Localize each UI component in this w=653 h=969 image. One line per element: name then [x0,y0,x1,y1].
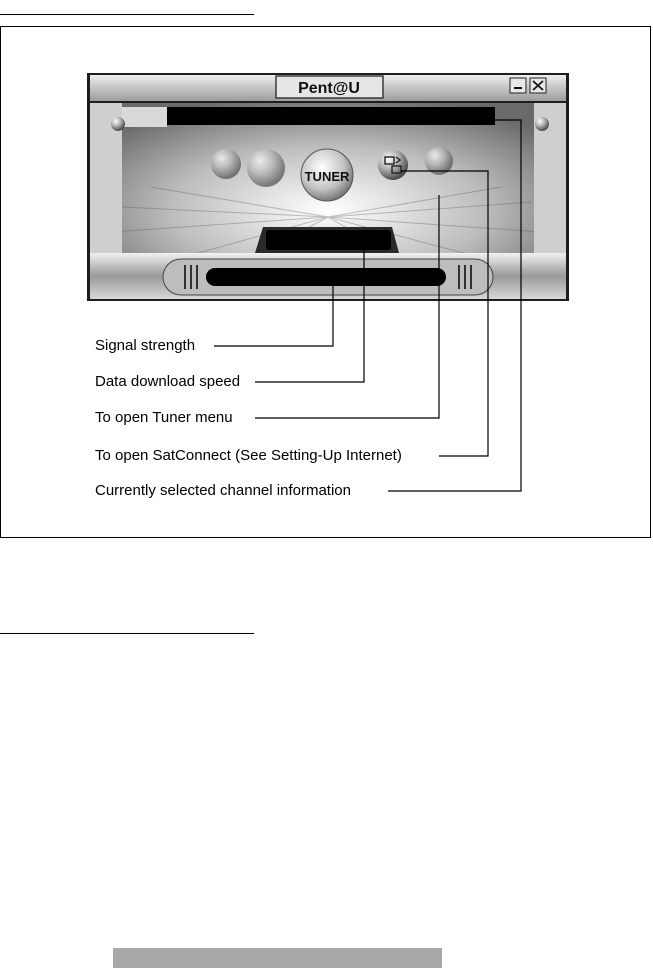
display-left-cap [122,107,167,127]
callout-open-satconnect: To open SatConnect (See Setting-Up Internet) [95,447,402,464]
app-title: Pent@U [298,80,360,97]
decor-orb [247,149,285,187]
callout-data-download-speed: Data download speed [95,373,241,390]
decor-orb [211,149,241,179]
corner-knob [535,117,549,131]
section-rule [0,633,254,634]
close-button[interactable] [530,78,546,93]
figure-frame [0,26,651,538]
callout-signal-strength: Signal strength [95,337,196,354]
corner-knob [111,117,125,131]
callout-channel-information: Currently selected channel information [95,482,351,499]
satconnect-button[interactable] [378,150,408,180]
minimize-icon [514,87,522,89]
footer-bar [113,948,442,968]
signal-strength-display [206,268,446,286]
top-rule [0,14,254,15]
callout-open-tuner-menu: To open Tuner menu [95,409,233,426]
tuner-button-label: TUNER [304,169,350,184]
data-speed-display [266,230,391,250]
minimize-button[interactable] [510,78,526,93]
channel-info-display [167,107,495,125]
tuner-button[interactable] [301,149,353,201]
